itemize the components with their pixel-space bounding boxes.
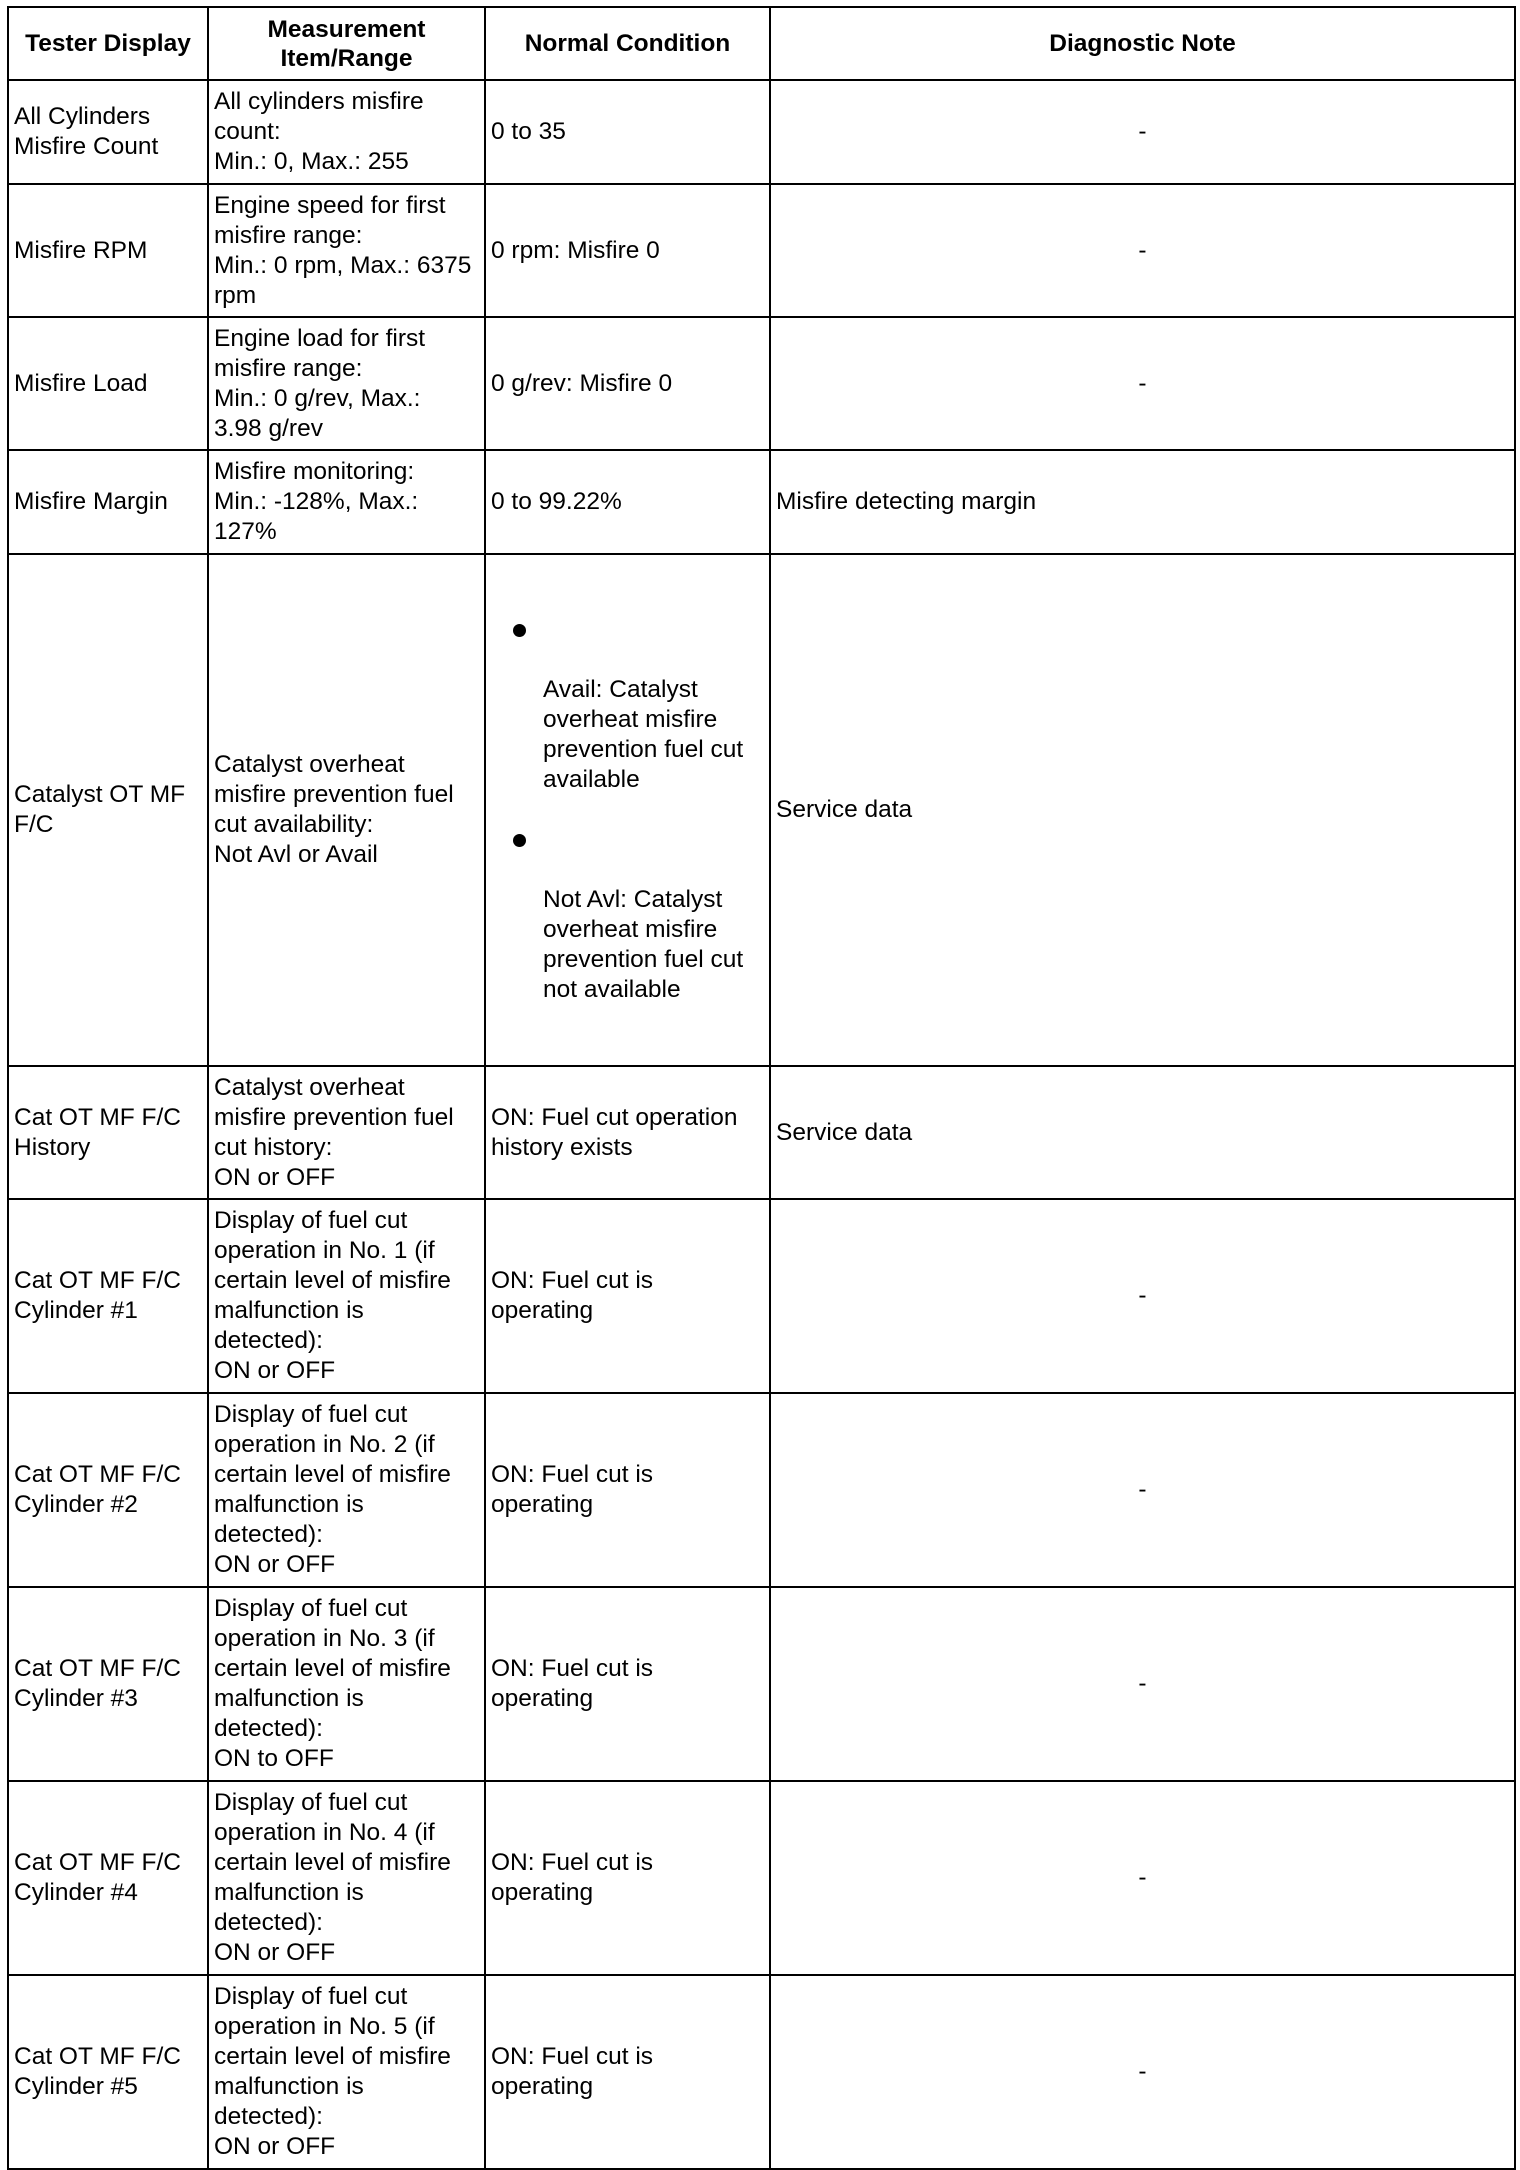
cell-measurement: Display of fuel cut operation in No. 2 (if certain level of misfire malfunction is detected): ON or OFF	[208, 1393, 485, 1587]
cell-normal-condition: ON: Fuel cut operation history exists	[485, 1066, 770, 1199]
list-item	[513, 615, 764, 795]
cell-tester-display: Catalyst OT MF F/C	[8, 554, 208, 1066]
cell-tester-display: All Cylinders Misfire Count	[8, 80, 208, 184]
normal-condition-bullet-list	[491, 585, 764, 1035]
cell-normal-condition: 0 to 35	[485, 80, 770, 184]
cell-normal-condition	[485, 554, 770, 1066]
cell-tester-display: Cat OT MF F/C Cylinder #2	[8, 1393, 208, 1587]
cell-normal-condition: ON: Fuel cut is operating	[485, 1393, 770, 1587]
table-row	[8, 1975, 1515, 2169]
cell-diagnostic-note: -	[770, 1199, 1515, 1393]
table-header-row	[8, 7, 1515, 80]
cell-measurement: Display of fuel cut operation in No. 1 (if certain level of misfire malfunction is detected): ON or OFF	[208, 1199, 485, 1393]
cell-normal-condition: ON: Fuel cut is operating	[485, 1975, 770, 2169]
table-row	[8, 1199, 1515, 1393]
cell-tester-display: Misfire RPM	[8, 184, 208, 317]
cell-diagnostic-note: -	[770, 1975, 1515, 2169]
cell-normal-condition: 0 g/rev: Misfire 0	[485, 317, 770, 450]
header-diagnostic-note: Diagnostic Note	[770, 7, 1515, 80]
cell-diagnostic-note: -	[770, 80, 1515, 184]
table-row	[8, 554, 1515, 1066]
table-row	[8, 317, 1515, 450]
table-row	[8, 1066, 1515, 1199]
bullet-text: Not Avl: Catalyst overheat misfire prevention fuel cut not available	[543, 886, 744, 1003]
cell-diagnostic-note: Service data	[770, 554, 1515, 1066]
cell-diagnostic-note: -	[770, 1781, 1515, 1975]
cell-diagnostic-note: -	[770, 1587, 1515, 1781]
cell-normal-condition: ON: Fuel cut is operating	[485, 1199, 770, 1393]
cell-measurement: Display of fuel cut operation in No. 4 (if certain level of misfire malfunction is detected): ON or OFF	[208, 1781, 485, 1975]
cell-normal-condition: ON: Fuel cut is operating	[485, 1587, 770, 1781]
cell-measurement: Catalyst overheat misfire prevention fuel cut history: ON or OFF	[208, 1066, 485, 1199]
table-row	[8, 1393, 1515, 1587]
cell-normal-condition: 0 to 99.22%	[485, 450, 770, 554]
header-tester-display: Tester Display	[8, 7, 208, 80]
cell-tester-display: Cat OT MF F/C History	[8, 1066, 208, 1199]
cell-measurement: Engine load for first misfire range: Min.: 0 g/rev, Max.: 3.98 g/rev	[208, 317, 485, 450]
cell-tester-display: Cat OT MF F/C Cylinder #1	[8, 1199, 208, 1393]
cell-diagnostic-note: -	[770, 184, 1515, 317]
cell-measurement: Engine speed for first misfire range: Min.: 0 rpm, Max.: 6375 rpm	[208, 184, 485, 317]
table-row	[8, 1781, 1515, 1975]
cell-measurement: Display of fuel cut operation in No. 5 (if certain level of misfire malfunction is detected): ON or OFF	[208, 1975, 485, 2169]
data-list-table	[7, 6, 1516, 2170]
cell-measurement: Misfire monitoring: Min.: -128%, Max.: 127%	[208, 450, 485, 554]
bullet-icon	[513, 834, 526, 847]
cell-tester-display: Misfire Load	[8, 317, 208, 450]
list-item	[513, 825, 764, 1005]
cell-diagnostic-note: Misfire detecting margin	[770, 450, 1515, 554]
cell-tester-display: Misfire Margin	[8, 450, 208, 554]
bullet-text: Avail: Catalyst overheat misfire prevention fuel cut available	[543, 676, 744, 793]
cell-diagnostic-note: -	[770, 317, 1515, 450]
cell-diagnostic-note: Service data	[770, 1066, 1515, 1199]
cell-tester-display: Cat OT MF F/C Cylinder #3	[8, 1587, 208, 1781]
cell-normal-condition: 0 rpm: Misfire 0	[485, 184, 770, 317]
header-normal-condition: Normal Condition	[485, 7, 770, 80]
header-measurement: Measurement Item/Range	[208, 7, 485, 80]
cell-measurement: Display of fuel cut operation in No. 3 (if certain level of misfire malfunction is detected): ON to OFF	[208, 1587, 485, 1781]
cell-measurement: Catalyst overheat misfire prevention fuel cut availability: Not Avl or Avail	[208, 554, 485, 1066]
cell-tester-display: Cat OT MF F/C Cylinder #4	[8, 1781, 208, 1975]
cell-diagnostic-note: -	[770, 1393, 1515, 1587]
cell-normal-condition: ON: Fuel cut is operating	[485, 1781, 770, 1975]
table-row	[8, 80, 1515, 184]
bullet-icon	[513, 624, 526, 637]
cell-measurement: All cylinders misfire count: Min.: 0, Max.: 255	[208, 80, 485, 184]
cell-tester-display: Cat OT MF F/C Cylinder #5	[8, 1975, 208, 2169]
table-row	[8, 184, 1515, 317]
table-row	[8, 1587, 1515, 1781]
table-row	[8, 450, 1515, 554]
